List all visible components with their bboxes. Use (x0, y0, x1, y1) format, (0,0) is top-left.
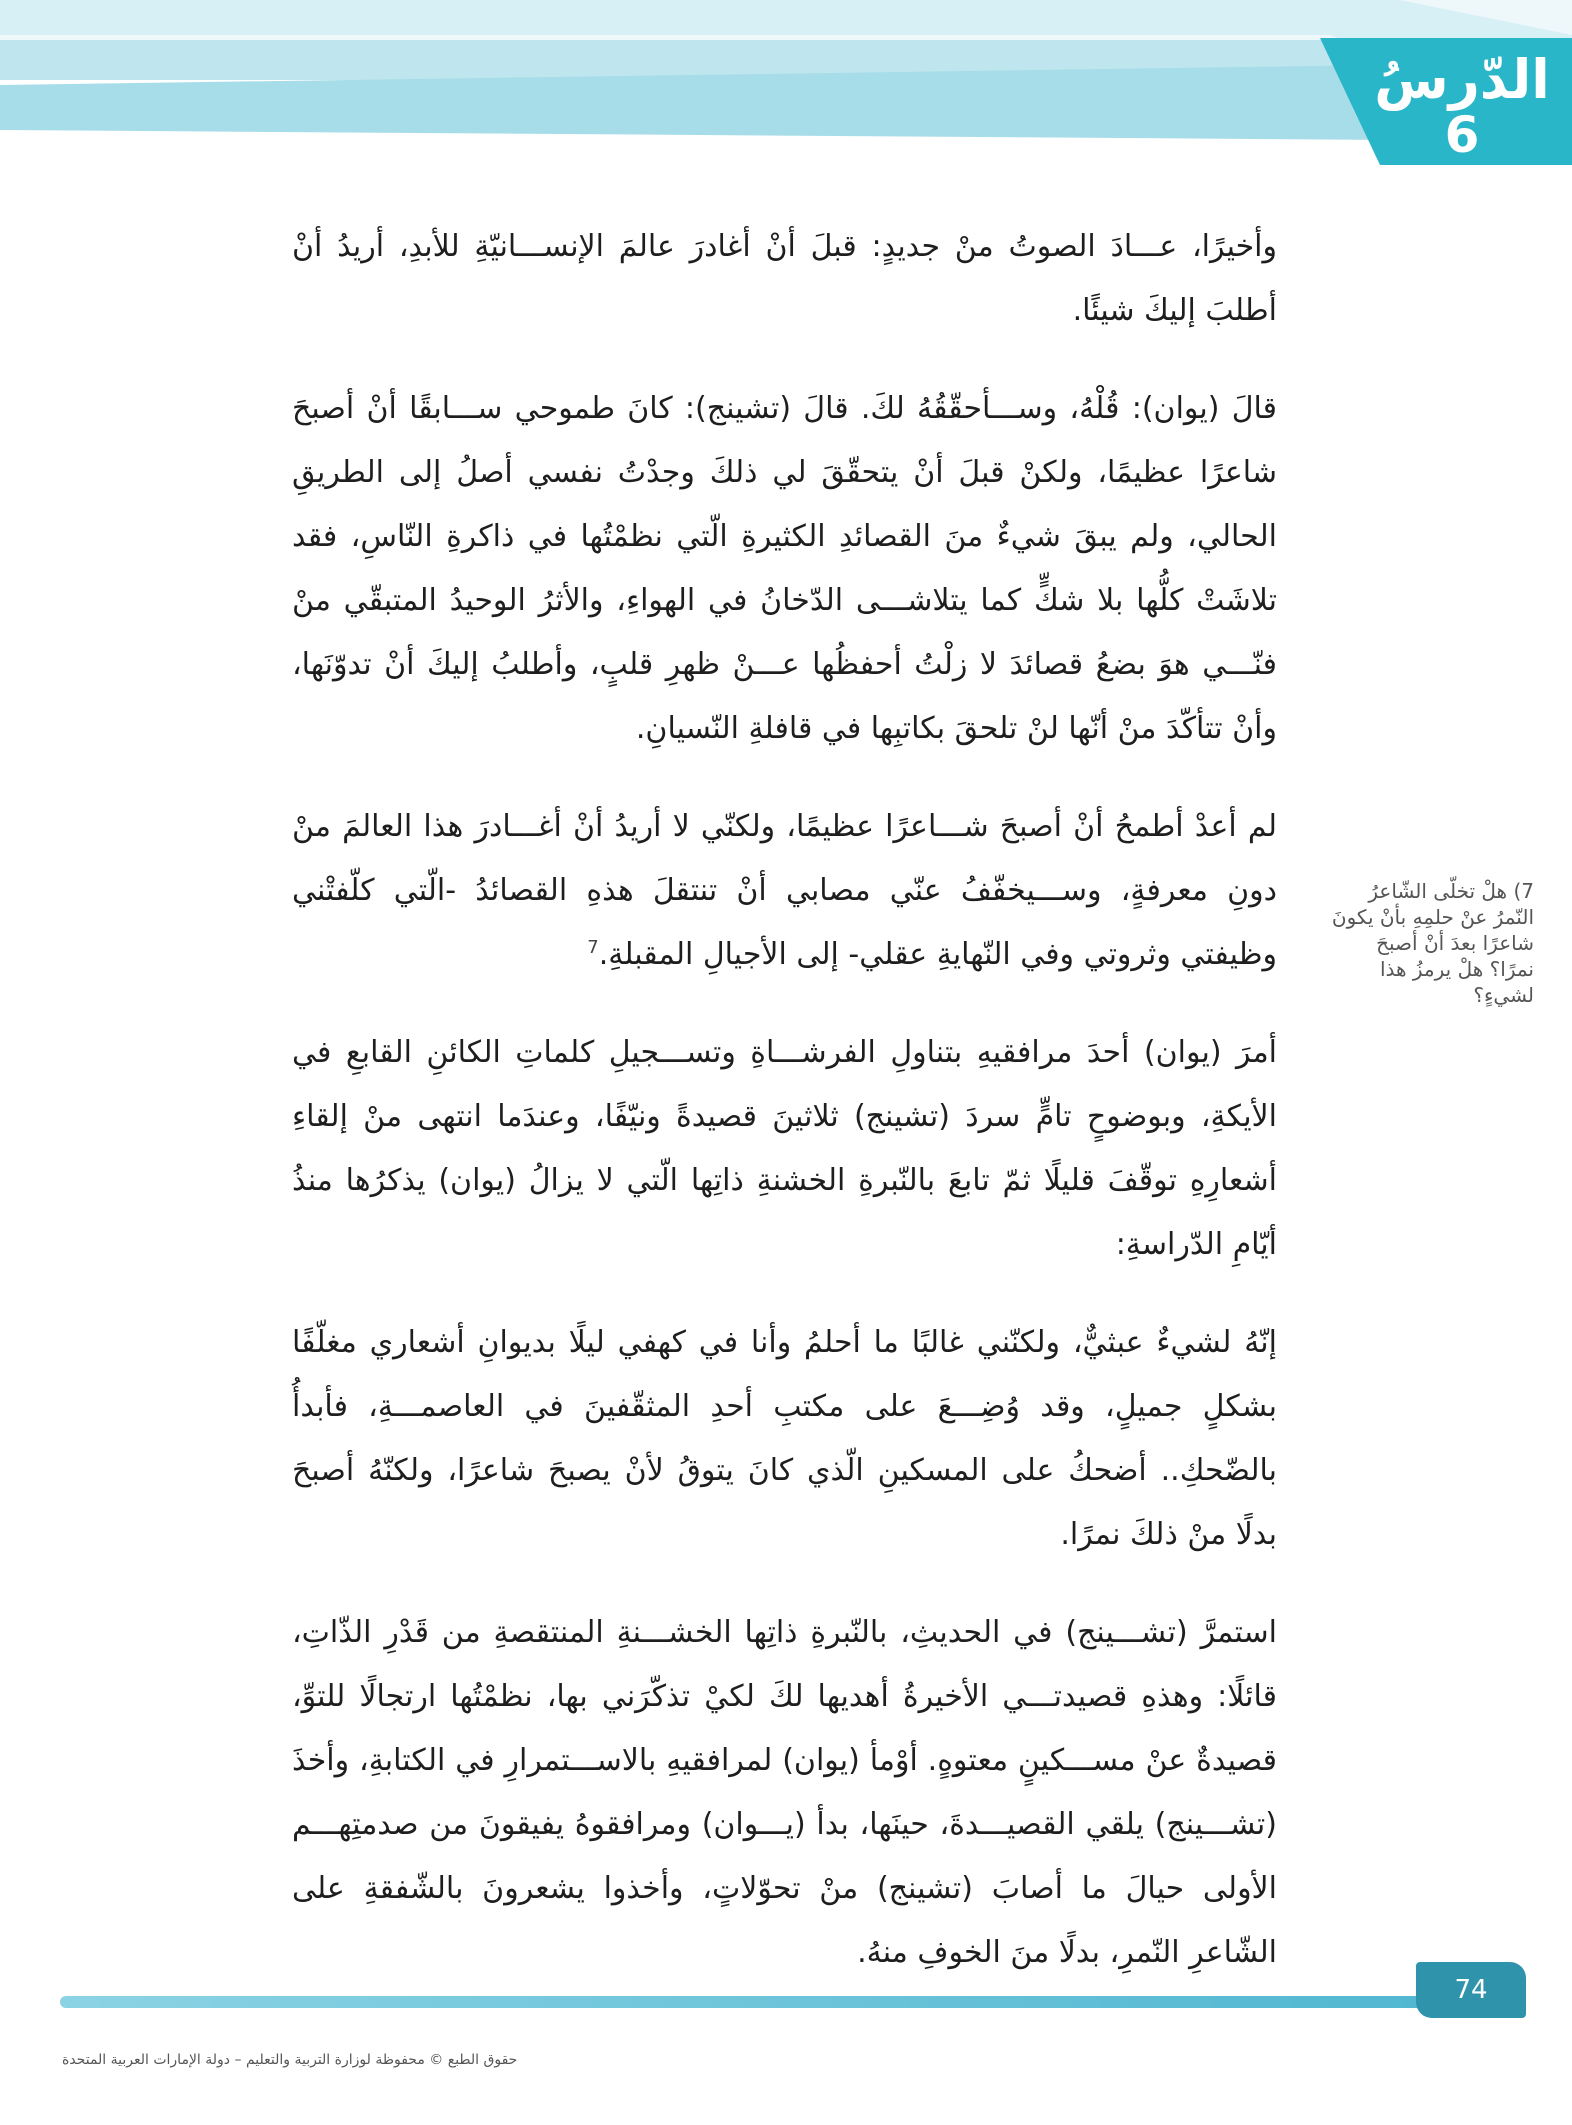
paragraph-2: قالَ (يوان): قُلْهُ، وســـأحقّقُهُ لكَ. قالَ (تشينج): كانَ طموحي ســـابقًا أنْ أصبحَ شاعرًا عظيمًا، ولكنْ قبلَ أنْ يتحقّقَ لي ذلكَ وجدْتُ نفسي أصلُ إلى الطريقِ الحالي، ولم يبقَ شيءٌ منَ القصائدِ الكثيرةِ الّتي نظمْتُها في ذاكرةِ النّاسِ، فقد تلاشَتْ كلُّها بلا شكٍّ كما يتلاشـــى الدّخانُ في الهواءِ، والأثرُ الوحيدُ المتبقّي منْ فنّـــي هوَ بضعُ قصائدَ لا زلْتُ أحفظُها عـــنْ ظهرِ قلبٍ، وأطلبُ إليكَ أنْ تدوّنَها، وأنْ تتأكّدَ منْ أنّها لنْ تلحقَ بكاتبِها في قافلةِ النّسيانِ. (292, 391, 1277, 746)
lesson-body (292, 215, 1277, 2019)
lesson-label: الدّرسُ (1374, 48, 1550, 111)
copyright-notice: حقوق الطبع © محفوظة لوزارة التربية والتعليم – دولة الإمارات العربية المتحدة (62, 2052, 518, 2068)
lesson-number: 6 (1444, 106, 1480, 165)
page-number: 74 (1416, 1962, 1526, 2018)
footer-bar (60, 1996, 1490, 2008)
footnote-ref-7[interactable]: 7 (587, 937, 599, 958)
margin-question-note: 7) هلْ تخلّى الشّاعرُ النّمرُ عنْ حلمِهِ بأنْ يكونَ شاعرًا بعدَ أنْ أصبحَ نمرًا؟ هلْ يرمزُ هذا لشيءٍ؟ (1331, 879, 1534, 1007)
header-banner (0, 0, 1572, 200)
paragraph-3 (292, 795, 1277, 987)
paragraph-5: إنّهُ لشيءٌ عبثيٌّ، ولكنّني غالبًا ما أحلمُ وأنا في كهفي ليلًا بديوانِ أشعاري مغلّفًا بشكلٍ جميلٍ، وقد وُضِـــعَ على مكتبِ أحدِ المثقّفينَ في العاصمـــةِ، فأبدأُ بالضّحكِ.. أضحكُ على المسكينِ الّذي كانَ يتوقُ لأنْ يصبحَ شاعرًا، ولكنّهُ أصبحَ بدلًا منْ ذلكَ نمرًا. (292, 1325, 1277, 1552)
paragraph-6: استمرَّ (تشـــينج) في الحديثِ، بالنّبرةِ ذاتِها الخشـــنةِ المنتقصةِ من قَدْرِ الذّاتِ، قائلًا: وهذهِ قصيدتـــي الأخيرةُ أهديها لكَ لكيْ تذكّرَني بها، نظمْتُها ارتجالًا للتوِّ، قصيدةٌ عنْ مســـكينٍ معتوهٍ. أوْمأ (يوان) لمرافقيهِ بالاســـتمرارِ في الكتابةِ، وأخذَ (تشـــينج) يلقي القصيـــدةَ، حينَها، بدأ (يـــوان) ومرافقوهُ يفيقونَ من صدمتِهـــم الأولى حيالَ ما أصابَ (تشينج) منْ تحوّلاتٍ، وأخذوا يشعرونَ بالشّفقةِ على الشّاعرِ النّمرِ، بدلًا منَ الخوفِ منهُ. (292, 1615, 1277, 1970)
paragraph-3-text: لم أعدْ أطمحُ أنْ أصبحَ شـــاعرًا عظيمًا، ولكنّي لا أريدُ أنْ أغـــادرَ هذا العالمَ منْ دونِ معرفةٍ، وســـيخفّفُ عنّي مصابي أنْ تنتقلَ هذهِ القصائدُ -الّتي كلّفتْني وظيفتي وثروتي وفي النّهايةِ عقلي- إلى الأجيالِ المقبلةِ. (292, 809, 1277, 972)
lesson-badge (1372, 48, 1552, 165)
paragraph-4: أمرَ (يوان) أحدَ مرافقيهِ بتناولِ الفرشـــاةِ وتســـجيلِ كلماتِ الكائنِ القابعِ في الأيكةِ، وبوضوحٍ تامٍّ سردَ (تشينج) ثلاثينَ قصيدةً ونيّفًا، وعندَما انتهى منْ إلقاءِ أشعارِهِ توقّفَ قليلًا ثمّ تابعَ بالنّبرةِ الخشنةِ ذاتِها الّتي لا يزالُ (يوان) يذكرُها منذُ أيّامِ الدّراسةِ: (292, 1035, 1277, 1262)
header-stripes (0, 0, 1572, 200)
paragraph-1: وأخيرًا، عـــادَ الصوتُ منْ جديدٍ: قبلَ أنْ أغادرَ عالمَ الإنســـانيّةِ للأبدِ، أريدُ أنْ أطلبَ إليكَ شيئًا. (292, 229, 1277, 328)
